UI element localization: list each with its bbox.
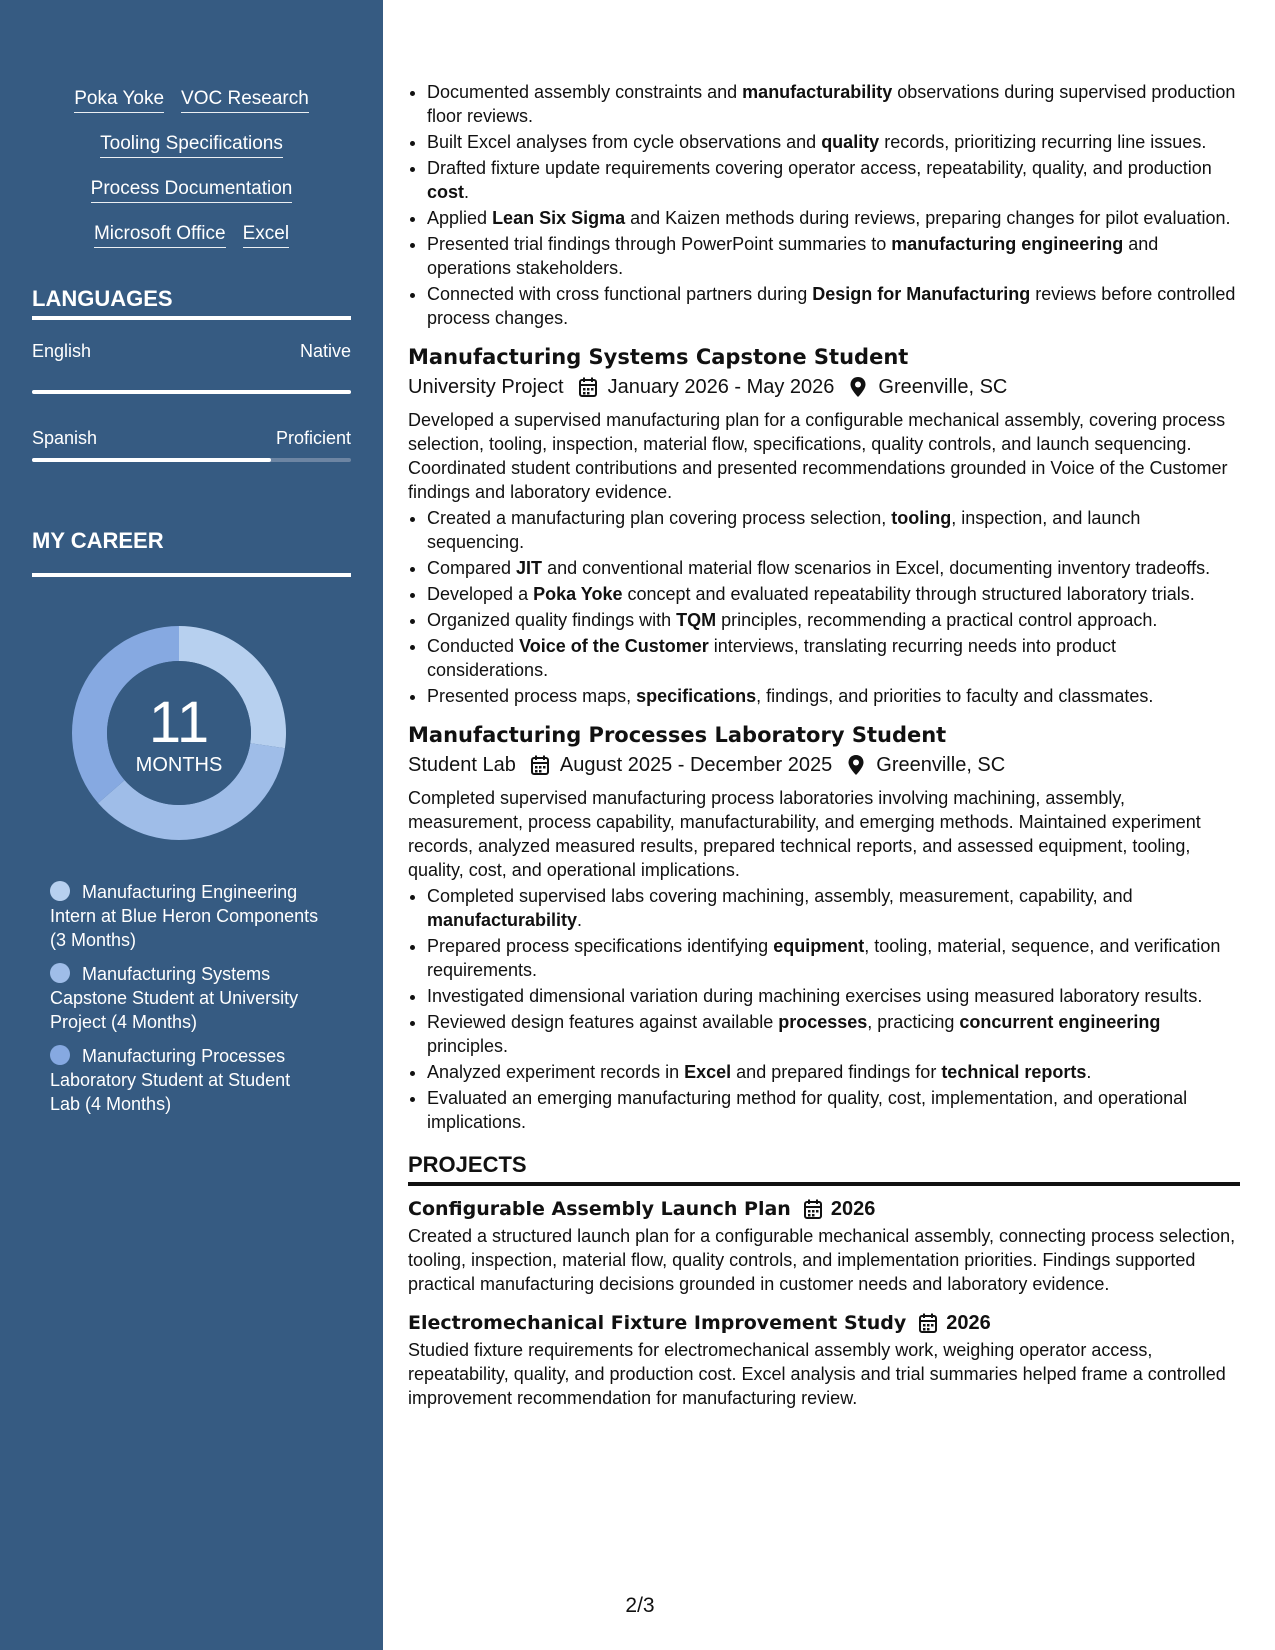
job-entry [408,720,1240,1134]
bullet-item: • Prepared process specifications identifying equipment, tooling, material, sequence, and verification requirements. [427,934,1240,982]
bullet-item: • Drafted fixture update requirements covering operator access, repeatability, quality, and production cost. [427,156,1240,204]
location-pin-icon [846,754,866,776]
project-title-row [408,1194,1240,1224]
career-legend-text: Manufacturing Systems Capstone Student at University Project (4 Months) [50,964,299,1032]
job-organization: Student Lab [408,754,516,776]
job-dates: January 2026 - May 2026 [607,376,835,398]
bullet-item: • Investigated dimensional variation during machining exercises using measured laboratory results. [427,984,1240,1008]
skill-row [32,86,351,131]
bullet-item: • Completed supervised labs covering machining, assembly, measurement, capability, and manufacturability. [427,884,1240,932]
bullet-item: • Developed a Poka Yoke concept and evaluated repeatability through structured laboratory trials. [427,582,1240,606]
language-name: English [32,341,92,361]
career-legend-item [50,962,320,1034]
bullet-item: • Created a manufacturing plan covering process selection, tooling, inspection, and launch sequencing. [427,506,1240,554]
legend-dot-icon [50,881,70,901]
sidebar [0,0,383,1650]
career-legend-item [50,880,320,952]
skill-tag[interactable]: Microsoft Office [94,221,226,248]
skill-tag[interactable]: VOC Research [181,86,309,113]
job-summary: Developed a supervised manufacturing plan for a configurable mechanical assembly, covering process selection, tooling, inspection, material flow, specifications, quality controls, and launch sequencing. Coordinated student contributions and presented recommendations grounded in Voice of the Customer findings and laboratory evidence. [408,410,1228,502]
skill-tag[interactable]: Process Documentation [91,176,293,203]
skills-list [32,86,351,266]
job-title: Manufacturing Processes Laboratory Student [408,723,947,747]
project-title: Electromechanical Fixture Improvement Study [408,1312,907,1334]
job-bullets [408,884,1240,1134]
calendar-icon [530,754,550,776]
project-year: 2026 [946,1312,991,1334]
bullet-item: • Evaluated an emerging manufacturing method for quality, cost, implementation, and operational implications. [427,1086,1240,1134]
projects-heading: PROJECTS [408,1152,527,1177]
bullet-item: • Connected with cross functional partners during Design for Manufacturing reviews before controlled process changes. [427,282,1240,330]
project-entry [408,1194,1240,1296]
main-content [408,80,1240,1422]
bullet-item: • Conducted Voice of the Customer interviews, translating recurring needs into product considerations. [427,634,1240,682]
job-meta [408,750,1240,780]
location-pin-icon [848,376,868,398]
experience-bullets [408,80,1240,330]
skill-tag[interactable]: Poka Yoke [74,86,164,113]
bullet-item: • Built Excel analyses from cycle observations and quality records, prioritizing recurring line issues. [427,130,1240,154]
career-rule [32,573,351,577]
language-bar-english [32,390,351,394]
languages-rule [32,316,351,320]
language-name: Spanish [32,428,98,448]
language-row-spanish [32,428,351,449]
bullet-item: • Reviewed design features against available processes, practicing concurrent engineering principles. [427,1010,1240,1058]
project-title-row [408,1308,1240,1338]
job-organization: University Project [408,376,564,398]
skill-tag[interactable]: Excel [243,221,289,248]
career-total-months: 11 [148,690,210,755]
page-number: 2/3 [625,1594,655,1617]
job-location: Greenville, SC [878,376,1008,398]
calendar-icon [918,1312,938,1334]
skill-row [32,176,351,221]
bullet-item: • Presented process maps, specifications, findings, and priorities to faculty and classmates. [427,684,1240,708]
language-row-english [32,341,351,362]
language-bar-fill [32,458,271,462]
project-description: Created a structured launch plan for a configurable mechanical assembly, connecting process selection, tooling, inspection, material flow, quality controls, and implementation priorities. Findings supported practical manufacturing decisions grounded in customer needs and laboratory evidence. [408,1226,1236,1294]
career-legend [50,880,320,1126]
career-legend-text: Manufacturing Processes Laboratory Student at Student Lab (4 Months) [50,1046,291,1114]
calendar-icon [578,376,598,398]
bullet-item: • Compared JIT and conventional material flow scenarios in Excel, documenting inventory tradeoffs. [427,556,1240,580]
calendar-icon [803,1198,823,1220]
skill-tag[interactable]: Tooling Specifications [100,131,283,158]
career-total-unit: MONTHS [135,754,223,776]
job-summary: Completed supervised manufacturing process laboratories involving machining, assembly, measurement, process capability, manufacturability, and emerging methods. Maintained experiment records, analyzed measured results, prepared technical reports, and assessed equipment, tooling, quality, cost, and operational implications. [408,788,1201,880]
legend-dot-icon [50,1045,70,1065]
languages-heading: LANGUAGES [32,286,173,311]
skill-row [32,221,351,266]
legend-dot-icon [50,963,70,983]
job-title: Manufacturing Systems Capstone Student [408,345,909,369]
language-level: Proficient [275,428,351,448]
projects-rule [408,1182,1240,1186]
experience-list [408,342,1240,1134]
career-legend-text: Manufacturing Engineering Intern at Blue Heron Components (3 Months) [50,882,319,950]
language-bar-spanish [32,458,351,462]
skill-row [32,131,351,176]
project-title: Configurable Assembly Launch Plan [408,1198,791,1220]
project-description: Studied fixture requirements for electromechanical assembly work, weighing operator access, repeatability, quality, and production cost. Excel analysis and trial summaries helped frame a controlled improvement recommendation for manufacturing review. [408,1340,1226,1408]
career-legend-item [50,1044,320,1116]
job-meta [408,372,1240,402]
language-bar-fill [32,390,351,394]
language-level: Native [299,341,351,361]
project-entry [408,1308,1240,1410]
job-entry [408,342,1240,708]
bullet-item: • Organized quality findings with TQM principles, recommending a practical control approach. [427,608,1240,632]
job-location: Greenville, SC [876,754,1006,776]
bullet-item: • Applied Lean Six Sigma and Kaizen methods during reviews, preparing changes for pilot evaluation. [427,206,1240,230]
projects-list [408,1194,1240,1410]
job-dates: August 2025 - December 2025 [559,754,833,776]
career-heading: MY CAREER [32,528,164,553]
bullet-item: • Analyzed experiment records in Excel and prepared findings for technical reports. [427,1060,1240,1084]
bullet-item: • Presented trial findings through PowerPoint summaries to manufacturing engineering and operations stakeholders. [427,232,1240,280]
job-bullets [408,506,1240,708]
bullet-item: • Documented assembly constraints and manufacturability observations during supervised production floor reviews. [427,80,1240,128]
project-year: 2026 [830,1198,876,1220]
